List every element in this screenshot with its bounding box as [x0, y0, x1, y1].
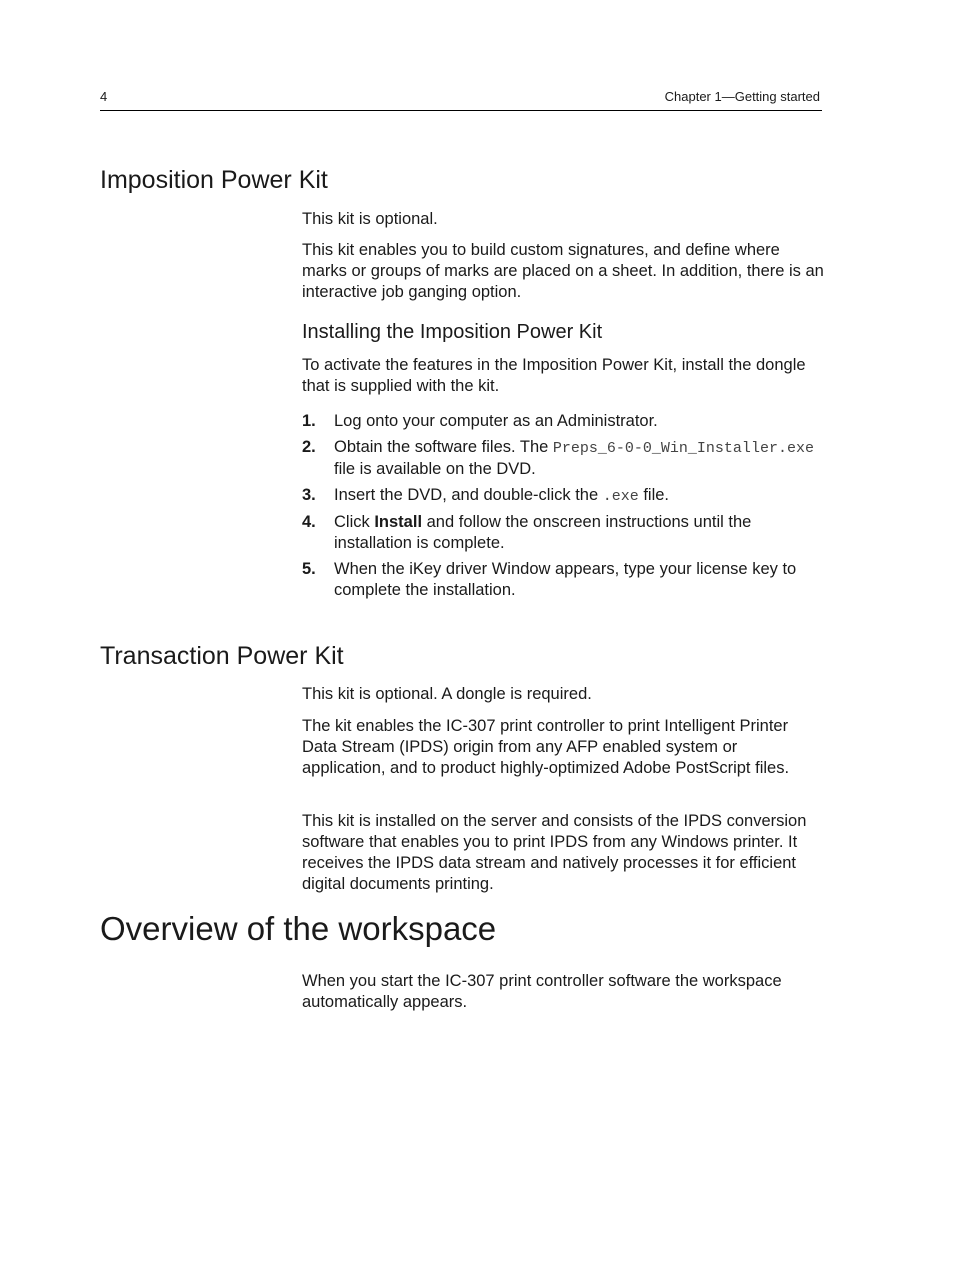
step-text: Click [334, 513, 375, 531]
step-number: 3. [302, 486, 316, 504]
step-number: 5. [302, 560, 316, 578]
install-label: Install [374, 513, 423, 531]
page-header [100, 88, 822, 111]
transaction-description: The kit enables the IC-307 print controller to print Intelligent Printer Data Stream (IPDS) origin from any AFP enabled system or application, and to product highly-optimized Adobe PostScript files. [302, 717, 790, 777]
list-item [302, 411, 824, 432]
install-steps [302, 411, 824, 606]
transaction-install-info: This kit is installed on the server and consists of the IPDS conversion software that enables you to print IPDS from any Windows printer. It receives the IPDS data stream and natively processes it for efficient digital documents printing. [302, 812, 807, 893]
step-number: 2. [302, 438, 316, 456]
step-text: file. [638, 486, 670, 504]
imposition-heading: Imposition Power Kit [100, 166, 328, 194]
page-number: 4 [100, 89, 108, 104]
list-item [302, 437, 824, 480]
step-text: and follow the onscreen instructions until the installation is complete. [334, 513, 752, 552]
transaction-optional-text: This kit is optional. A dongle is required. [302, 685, 592, 703]
overview-intro: When you start the IC-307 print controller software the workspace automatically appears. [302, 972, 782, 1011]
overview-heading: Overview of the workspace [100, 910, 497, 947]
installer-filename: Preps_6-0-0_Win_Installer.exe [552, 440, 814, 457]
step-text: Insert the DVD, and double-click the [334, 486, 603, 504]
list-item [302, 485, 824, 507]
step-number: 4. [302, 513, 316, 531]
chapter-title: Chapter 1—Getting started [664, 89, 820, 104]
installing-intro: To activate the features in the Imposition Power Kit, install the dongle that is supplied with the kit. [302, 356, 806, 395]
imposition-description: This kit enables you to build custom signatures, and define where marks or groups of marks are placed on a sheet. In addition, there is an interactive job ganging option. [302, 241, 824, 301]
exe-extension: .exe [602, 488, 639, 505]
list-item [302, 512, 824, 554]
transaction-heading: Transaction Power Kit [100, 642, 344, 670]
list-item [302, 559, 824, 601]
step-text: Log onto your computer as an Administrator. [334, 412, 658, 430]
step-text: When the iKey driver Window appears, type your license key to complete the installation. [334, 560, 797, 599]
step-text: Obtain the software files. The [334, 438, 553, 456]
step-text: file is available on the DVD. [334, 460, 536, 478]
installing-subheading: Installing the Imposition Power Kit [302, 321, 603, 343]
imposition-optional-text: This kit is optional. [302, 210, 438, 228]
step-number: 1. [302, 412, 316, 430]
